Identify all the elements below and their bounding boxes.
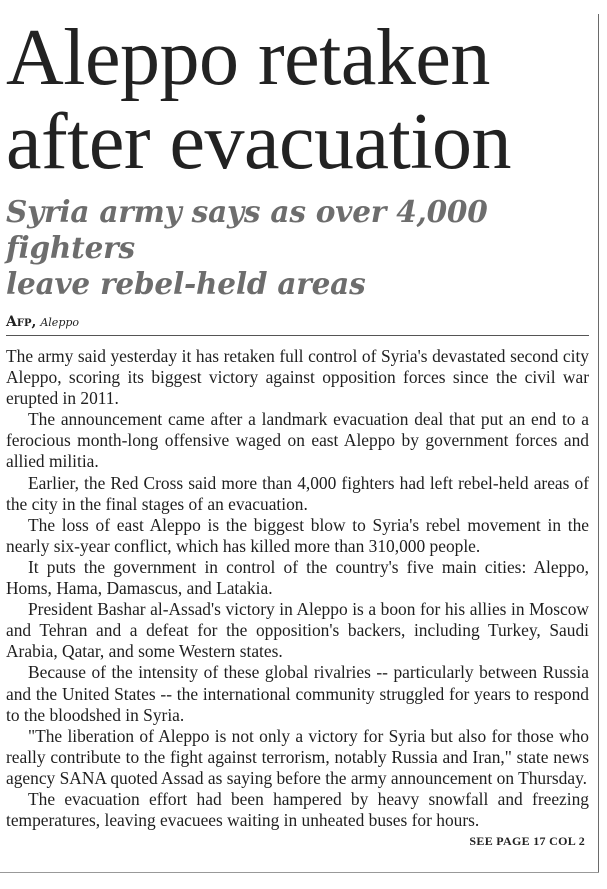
bottom-rule (0, 872, 599, 873)
paragraph: "The liberation of Aleppo is not only a victory for Syria but also for those who really contribute to the fight against terrorism, notably Russia and Iran," state news agency SANA quoted Assad as saying before the army announcement on Thursday. (6, 725, 589, 788)
paragraph: The loss of east Aleppo is the biggest blow to Syria's rebel movement in the nearly six-year conflict, which has killed more than 310,000 people. (6, 514, 589, 556)
byline-dateline: Aleppo (40, 316, 80, 329)
paragraph: The evacuation effort had been hampered by heavy snowfall and freezing temperatures, leaving evacuees waiting in unheated buses for hours. (6, 788, 589, 831)
paragraph: Earlier, the Red Cross said more than 4,000 fighters had left rebel-held areas of the city in the final stages of an evacuation. (6, 472, 589, 514)
paragraph: The announcement came after a landmark evacuation deal that put an end to a ferocious month-long offensive waged on east Aleppo by government forces and allied militia. (6, 409, 589, 472)
news-article (6, 16, 589, 849)
headline-line-2: after evacuation (6, 98, 512, 186)
paragraph: The army said yesterday it has retaken full control of Syria's devastated second city Aleppo, scoring its biggest victory against opposition forces since the civil war erupted in 2011. (6, 346, 589, 409)
paragraph: President Bashar al-Assad's victory in Aleppo is a boon for his allies in Moscow and Tehran and a defeat for the opposition's backers, including Turkey, Saudi Arabia, Qatar, and some Western states. (6, 599, 589, 662)
byline (6, 314, 589, 336)
paragraph: It puts the government in control of the country's five main cities: Aleppo, Homs, Hama, Damascus, and Latakia. (6, 556, 589, 599)
subhead-line-1: Syria army says as over 4,000 fighters (6, 194, 488, 265)
article-body (6, 346, 589, 831)
headline-line-1: Aleppo retaken (6, 14, 490, 102)
subhead-line-2: leave rebel-held areas (6, 266, 366, 301)
column-rule (598, 14, 599, 872)
headline (6, 16, 589, 184)
subheadline (6, 194, 589, 302)
byline-agency: Afp, (6, 314, 37, 330)
paragraph: Because of the intensity of these global rivalries -- particularly between Russia and the United States -- the international community struggled for years to respond to the bloodshed in Syria. (6, 662, 589, 725)
continuation-jump: SEE PAGE 17 COL 2 (469, 834, 585, 849)
